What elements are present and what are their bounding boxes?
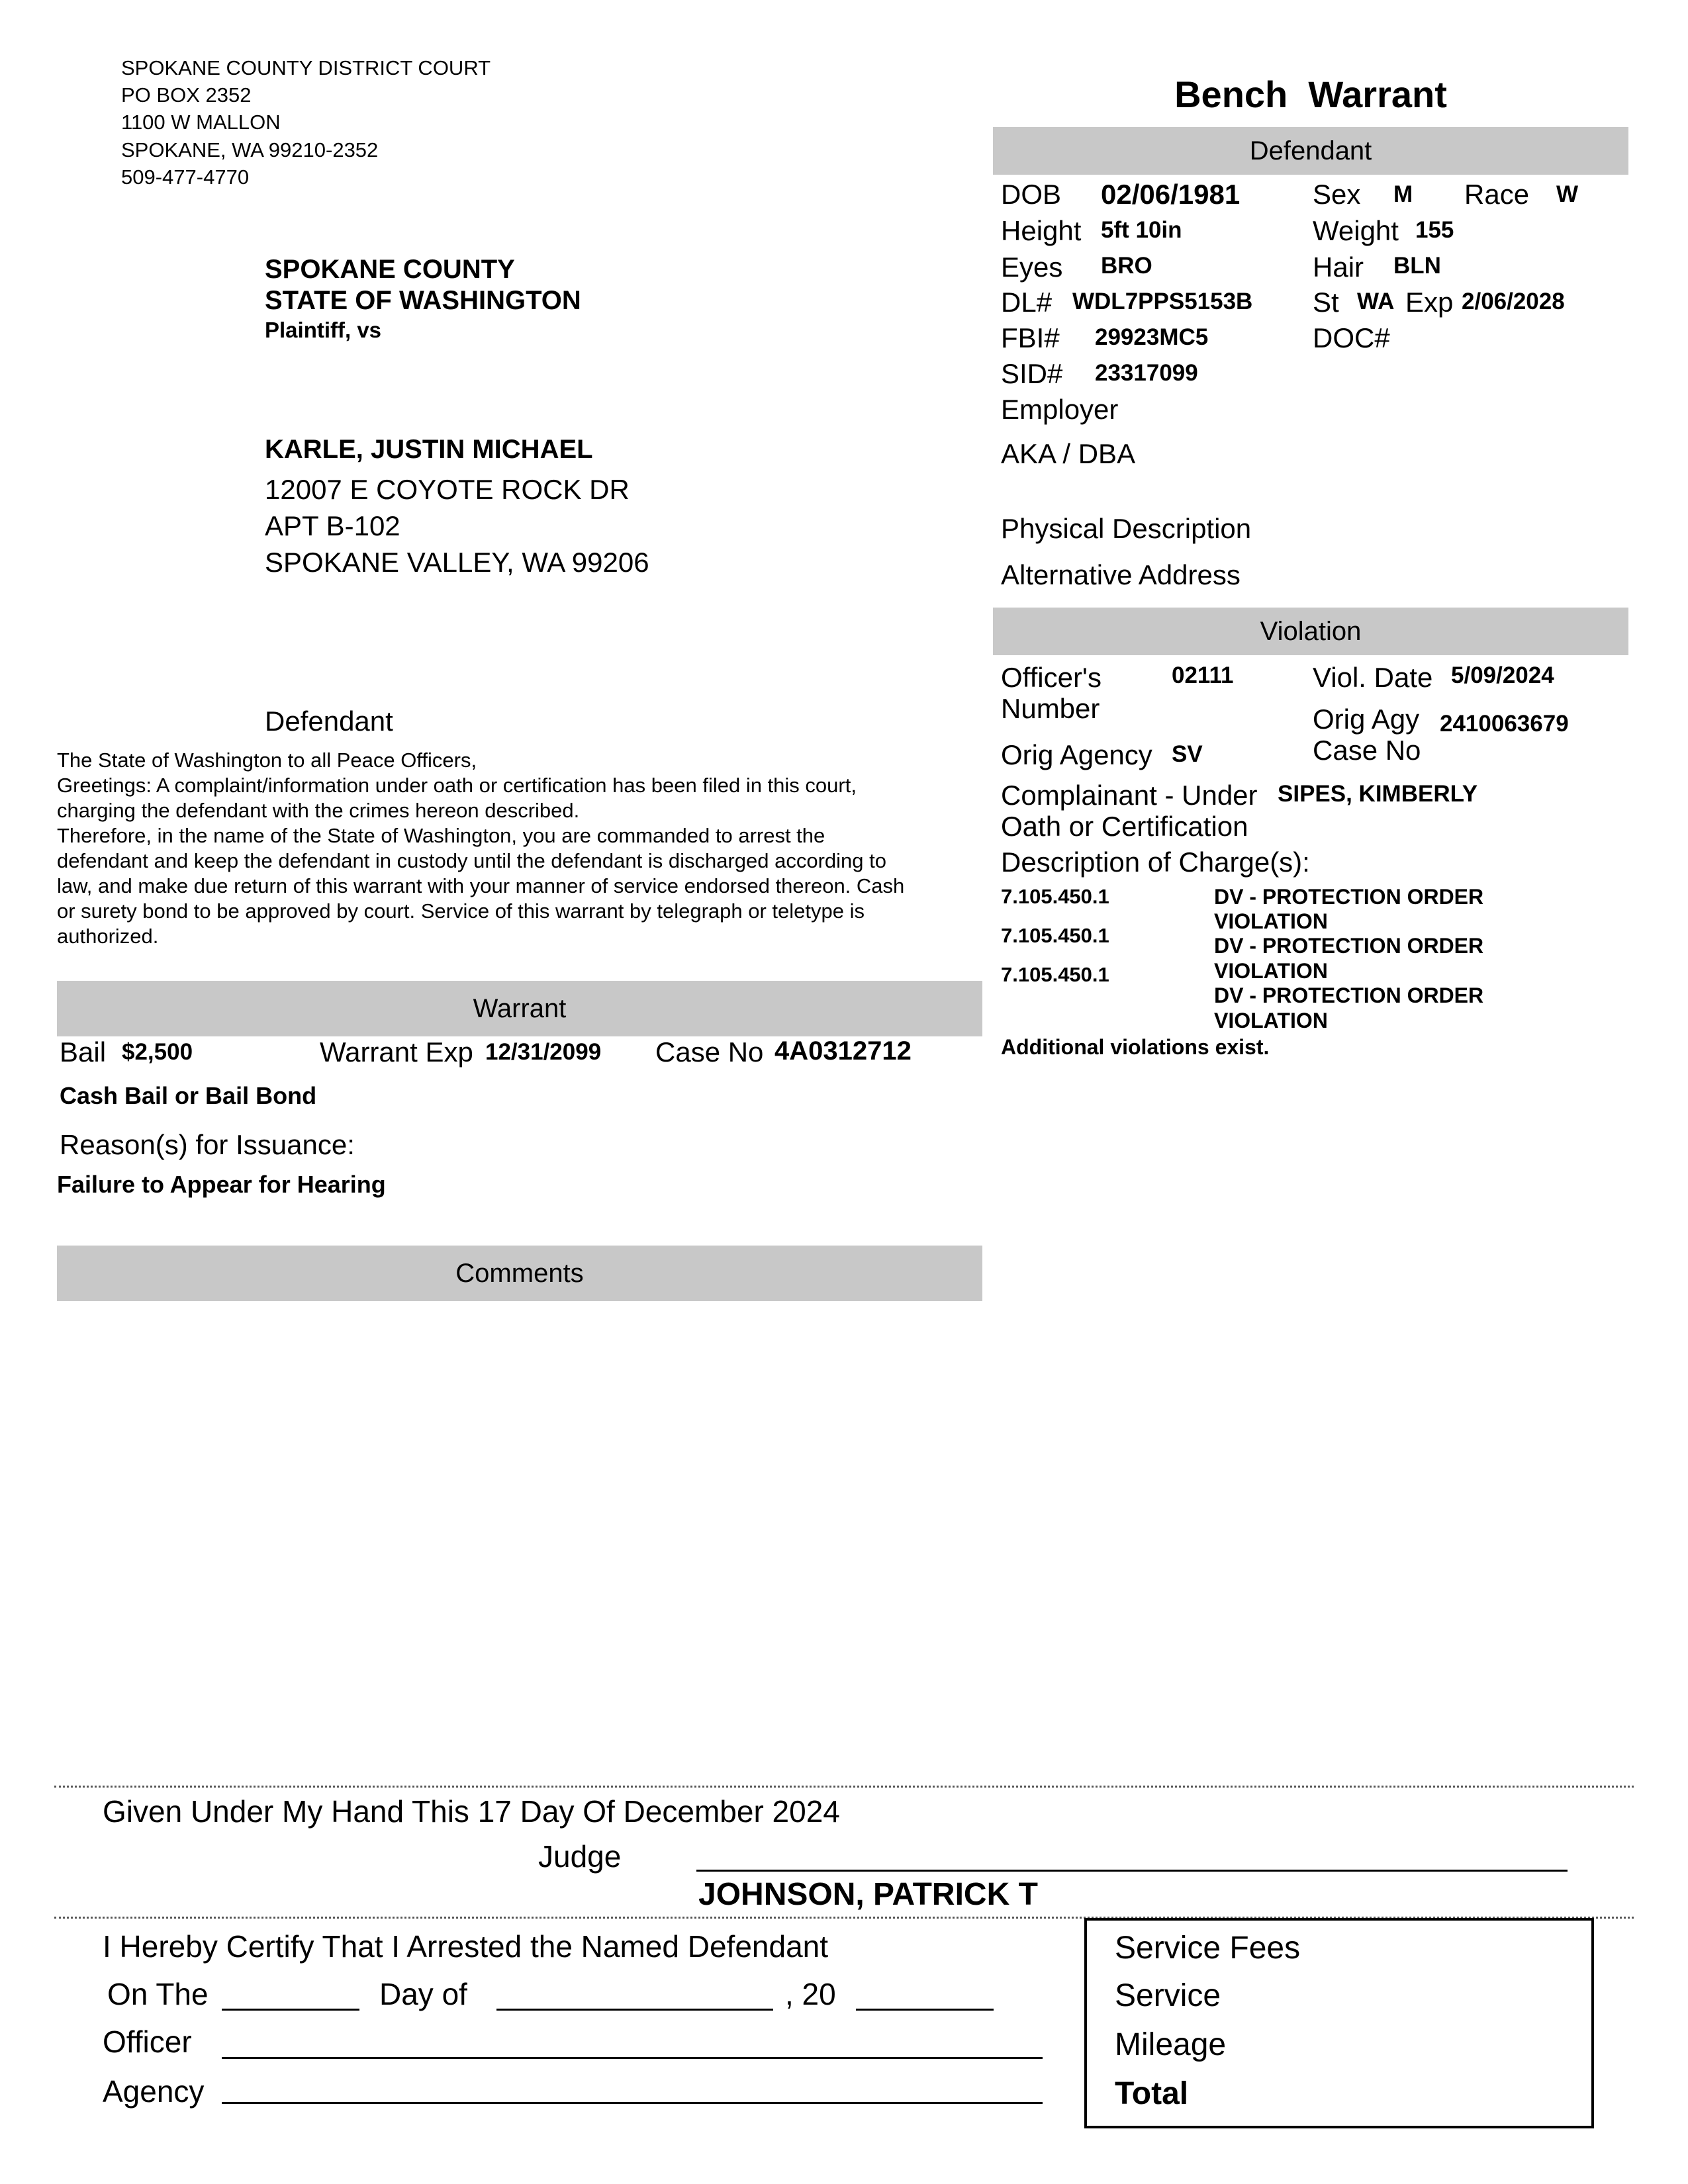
defendant-addr2: APT B-102	[265, 510, 400, 541]
officer-label-line2: Number	[1001, 693, 1100, 724]
charge-description: DV - PROTECTION ORDER	[1214, 885, 1484, 909]
bail-label: Bail	[60, 1036, 107, 1068]
officer-label: Officer	[103, 2025, 192, 2059]
race-value: W	[1556, 181, 1579, 207]
warrant-exp-value: 12/31/2099	[485, 1039, 602, 1065]
service-fees-title: Service Fees	[1115, 1931, 1301, 1966]
page-title: Bench Warrant	[1174, 73, 1447, 115]
service-fee-label: Service	[1115, 1978, 1221, 2013]
given-under-hand: Given Under My Hand This 17 Day Of December 2024	[103, 1794, 840, 1829]
defendant-info-header: Defendant	[993, 127, 1628, 175]
orig-agy-label-line1: Orig Agy	[1313, 704, 1420, 735]
sex-value: M	[1393, 181, 1413, 207]
mileage-fee-label: Mileage	[1115, 2027, 1227, 2062]
charge-description: VIOLATION	[1214, 959, 1328, 983]
case-no-value: 4A0312712	[774, 1036, 912, 1066]
greeting-line2: Greetings: A complaint/information under oath or certification has been filed in this court,	[57, 774, 857, 797]
greeting-line6: law, and make due return of this warrant with your manner of service endorsed thereon. Cash	[57, 874, 905, 897]
case-no-label: Case No	[655, 1036, 764, 1068]
height-value: 5ft 10in	[1101, 217, 1182, 243]
dob-value: 02/06/1981	[1101, 179, 1241, 210]
greeting-line5: defendant and keep the defendant in custody until the defendant is discharged according to	[57, 849, 886, 872]
greeting-line3: charging the defendant with the crimes hereon described.	[57, 799, 580, 822]
officer-label-line1: Officer's	[1001, 662, 1102, 693]
sex-label: Sex	[1313, 179, 1361, 210]
greeting-line1: The State of Washington to all Peace Officers,	[57, 749, 477, 772]
viol-date-label: Viol. Date	[1313, 662, 1433, 693]
reason-label: Reason(s) for Issuance:	[60, 1129, 355, 1160]
arrest-day-field[interactable]	[222, 2009, 359, 2011]
physical-description-label: Physical Description	[1001, 513, 1252, 544]
hair-label: Hair	[1313, 251, 1364, 283]
judge-signature-line	[696, 1870, 1568, 1872]
additional-violations-note: Additional violations exist.	[1001, 1035, 1270, 1059]
court-street: 1100 W MALLON	[121, 111, 281, 134]
court-po-box: PO BOX 2352	[121, 83, 252, 107]
bail-type: Cash Bail or Bail Bond	[60, 1082, 317, 1109]
dl-label: DL#	[1001, 287, 1053, 318]
orig-agy-case-value: 2410063679	[1440, 711, 1569, 737]
greeting-line7: or surety bond to be approved by court. Service of this warrant by telegraph or teletype is	[57, 899, 865, 923]
charge-description: VIOLATION	[1214, 1009, 1328, 1032]
court-name: SPOKANE COUNTY DISTRICT COURT	[121, 56, 491, 79]
alternative-address-label: Alternative Address	[1001, 559, 1241, 590]
orig-agency-label: Orig Agency	[1001, 739, 1152, 770]
agency-field[interactable]	[222, 2102, 1043, 2104]
charge-description: DV - PROTECTION ORDER	[1214, 983, 1484, 1007]
court-phone: 509-477-4770	[121, 165, 250, 189]
officer-number-value: 02111	[1172, 662, 1234, 688]
orig-agency-value: SV	[1172, 741, 1203, 767]
defendant-name: KARLE, JUSTIN MICHAEL	[265, 435, 593, 464]
plaintiff-line3: Plaintiff, vs	[265, 318, 382, 342]
year-prefix-label: , 20	[785, 1977, 836, 2011]
charge-code: 7.105.450.1	[1001, 924, 1109, 947]
warrant-header: Warrant	[57, 981, 982, 1036]
service-fees-box	[1084, 1918, 1594, 2128]
defendant-addr1: 12007 E COYOTE ROCK DR	[265, 474, 630, 505]
state-value: WA	[1357, 289, 1395, 314]
greeting-line4: Therefore, in the name of the State of Washington, you are commanded to arrest the	[57, 824, 825, 847]
orig-agy-label-line2: Case No	[1313, 735, 1421, 766]
dl-exp-value: 2/06/2028	[1462, 289, 1565, 314]
charge-code: 7.105.450.1	[1001, 885, 1109, 908]
eyes-value: BRO	[1101, 253, 1152, 279]
day-of-label: Day of	[379, 1977, 467, 2011]
arrest-month-field[interactable]	[496, 2009, 773, 2011]
state-label: St	[1313, 287, 1339, 318]
doc-label: DOC#	[1313, 322, 1390, 353]
weight-label: Weight	[1313, 215, 1399, 246]
charge-code: 7.105.450.1	[1001, 963, 1109, 986]
total-fee-label: Total	[1115, 2076, 1189, 2111]
officer-field[interactable]	[222, 2057, 1043, 2059]
reason-value: Failure to Appear for Hearing	[57, 1171, 386, 1198]
complainant-value: SIPES, KIMBERLY	[1278, 781, 1478, 807]
employer-label: Employer	[1001, 394, 1119, 425]
viol-date-value: 5/09/2024	[1451, 662, 1554, 688]
divider-top	[54, 1786, 1634, 1788]
dl-value: WDL7PPS5153B	[1072, 289, 1253, 314]
complainant-label-line1: Complainant - Under	[1001, 780, 1258, 811]
greeting-line8: authorized.	[57, 925, 159, 948]
fbi-value: 29923MC5	[1095, 324, 1209, 350]
race-label: Race	[1464, 179, 1530, 210]
charge-description: VIOLATION	[1214, 909, 1328, 933]
on-the-label: On The	[107, 1977, 209, 2011]
defendant-label: Defendant	[265, 705, 393, 737]
hair-value: BLN	[1393, 253, 1441, 279]
certify-statement: I Hereby Certify That I Arrested the Named Defendant	[103, 1929, 829, 1964]
judge-name: JOHNSON, PATRICK T	[698, 1877, 1038, 1912]
sid-label: SID#	[1001, 358, 1063, 389]
sid-value: 23317099	[1095, 360, 1198, 386]
dl-exp-label: Exp	[1405, 287, 1454, 318]
charges-label: Description of Charge(s):	[1001, 846, 1310, 878]
judge-label: Judge	[538, 1839, 622, 1874]
complainant-label-line2: Oath or Certification	[1001, 811, 1248, 842]
aka-label: AKA / DBA	[1001, 438, 1136, 469]
court-city: SPOKANE, WA 99210-2352	[121, 138, 379, 161]
weight-value: 155	[1415, 217, 1454, 243]
charge-description: DV - PROTECTION ORDER	[1214, 934, 1484, 958]
eyes-label: Eyes	[1001, 251, 1063, 283]
violation-header: Violation	[993, 608, 1628, 655]
fbi-label: FBI#	[1001, 322, 1060, 353]
warrant-exp-label: Warrant Exp	[320, 1036, 473, 1068]
agency-label: Agency	[103, 2074, 205, 2109]
dob-label: DOB	[1001, 179, 1062, 210]
height-label: Height	[1001, 215, 1082, 246]
plaintiff-line2: STATE OF WASHINGTON	[265, 286, 581, 315]
defendant-addr3: SPOKANE VALLEY, WA 99206	[265, 547, 649, 578]
bail-value: $2,500	[122, 1039, 193, 1065]
arrest-year-field[interactable]	[856, 2009, 994, 2011]
comments-header: Comments	[57, 1246, 982, 1301]
plaintiff-line1: SPOKANE COUNTY	[265, 255, 515, 284]
